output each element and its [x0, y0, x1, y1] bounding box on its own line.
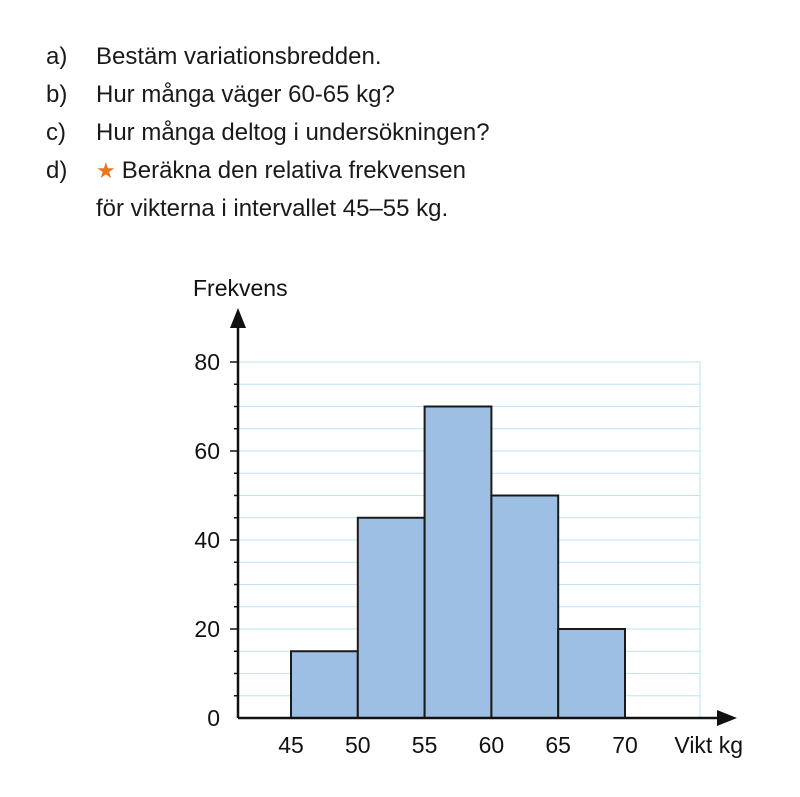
y-tick-label: 0 [207, 705, 220, 731]
y-tick-label: 80 [194, 349, 220, 375]
histogram-bar [425, 407, 492, 719]
question-text: Bestäm variationsbredden. [96, 43, 382, 70]
x-tick-label: 45 [278, 732, 304, 758]
question-text-wrap [96, 152, 766, 190]
question-list [46, 38, 766, 228]
x-tick-label: 55 [411, 732, 438, 758]
question-c [46, 114, 766, 152]
question-a [46, 38, 766, 76]
x-tick-label: 70 [612, 732, 638, 758]
histogram-bar [358, 518, 425, 718]
y-axis-arrow [230, 308, 246, 328]
question-d [46, 152, 766, 190]
x-tick-label: 65 [545, 732, 571, 758]
question-letter: d) [46, 157, 68, 184]
star-icon: ★ [96, 158, 116, 183]
y-tick-label: 20 [194, 616, 220, 642]
question-letter: b) [46, 81, 68, 108]
x-axis-arrow [717, 710, 737, 726]
question-letter: a) [46, 43, 68, 70]
x-tick-label: 60 [478, 732, 505, 758]
histogram-bar [291, 651, 358, 718]
question-d-continuation: för vikterna i intervallet 45–55 kg. [96, 195, 449, 222]
question-text: Hur många deltog i undersökningen? [96, 119, 490, 146]
histogram-chart [0, 260, 800, 797]
histogram-bar [558, 629, 625, 718]
question-text: Beräkna den relativa frekvensen [121, 157, 466, 184]
y-tick-label: 40 [194, 527, 220, 553]
histogram-bar [491, 496, 558, 719]
y-tick-label: 60 [194, 438, 220, 464]
question-letter: c) [46, 119, 66, 146]
y-axis-title: Frekvens [193, 275, 288, 301]
x-axis-title: Vikt kg [674, 732, 743, 758]
question-b [46, 76, 766, 114]
question-text: Hur många väger 60-65 kg? [96, 81, 395, 108]
x-tick-label: 50 [345, 732, 371, 758]
